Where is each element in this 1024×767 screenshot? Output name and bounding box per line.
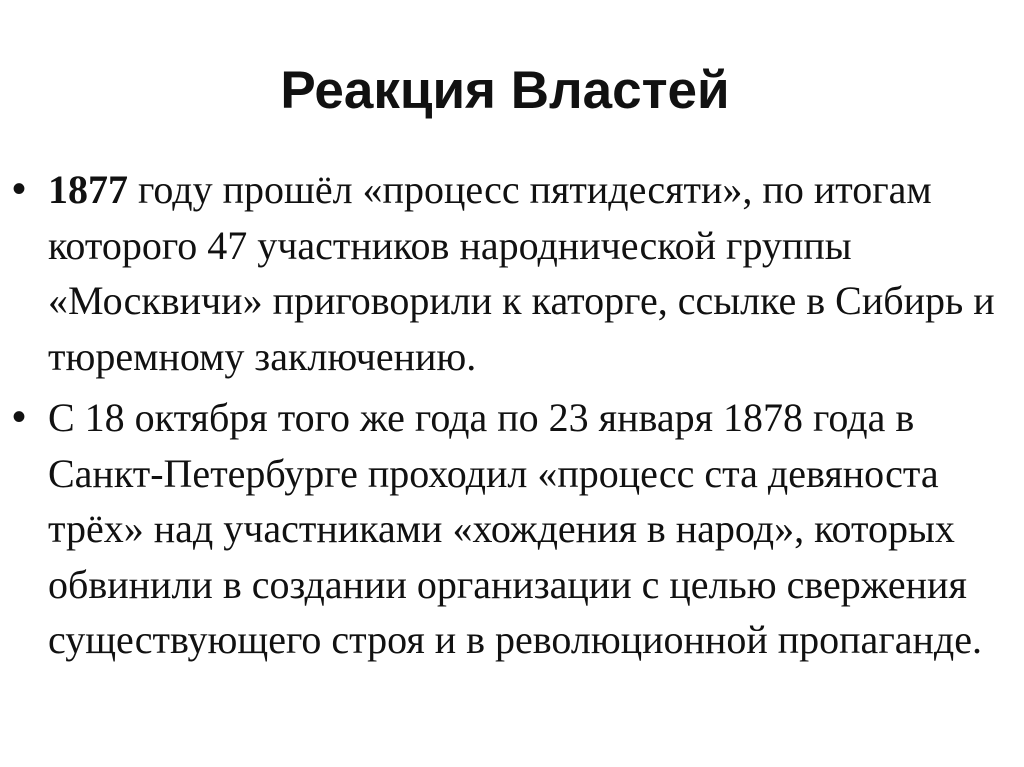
bullet-body: году прошёл «процесс пятидесяти», по итогам которого 47 участников народнической группы «Москвичи» приговорили к каторге, ссылке в Сибирь и тюремному заключению. (48, 167, 995, 379)
bullet-icon: • (12, 167, 27, 211)
slide-title: Реакция Властей (280, 61, 730, 120)
bullet-text (48, 162, 1010, 384)
bullet-list (0, 162, 1024, 674)
bullet-body: С 18 октября того же года по 23 января 1878 года в Санкт-Петербурге проходил «процесс ста девяноста трёх» над участниками «хождения в народ», которых обвинили в создании организации с целью свержения существующего строя и в революционной пропаганде. (48, 395, 982, 662)
bullet-year: 1877 (48, 167, 128, 212)
bullet-item-193-trial (0, 390, 1024, 668)
bullet-icon: • (12, 395, 27, 439)
bullet-item-1877-trial (0, 162, 1024, 384)
